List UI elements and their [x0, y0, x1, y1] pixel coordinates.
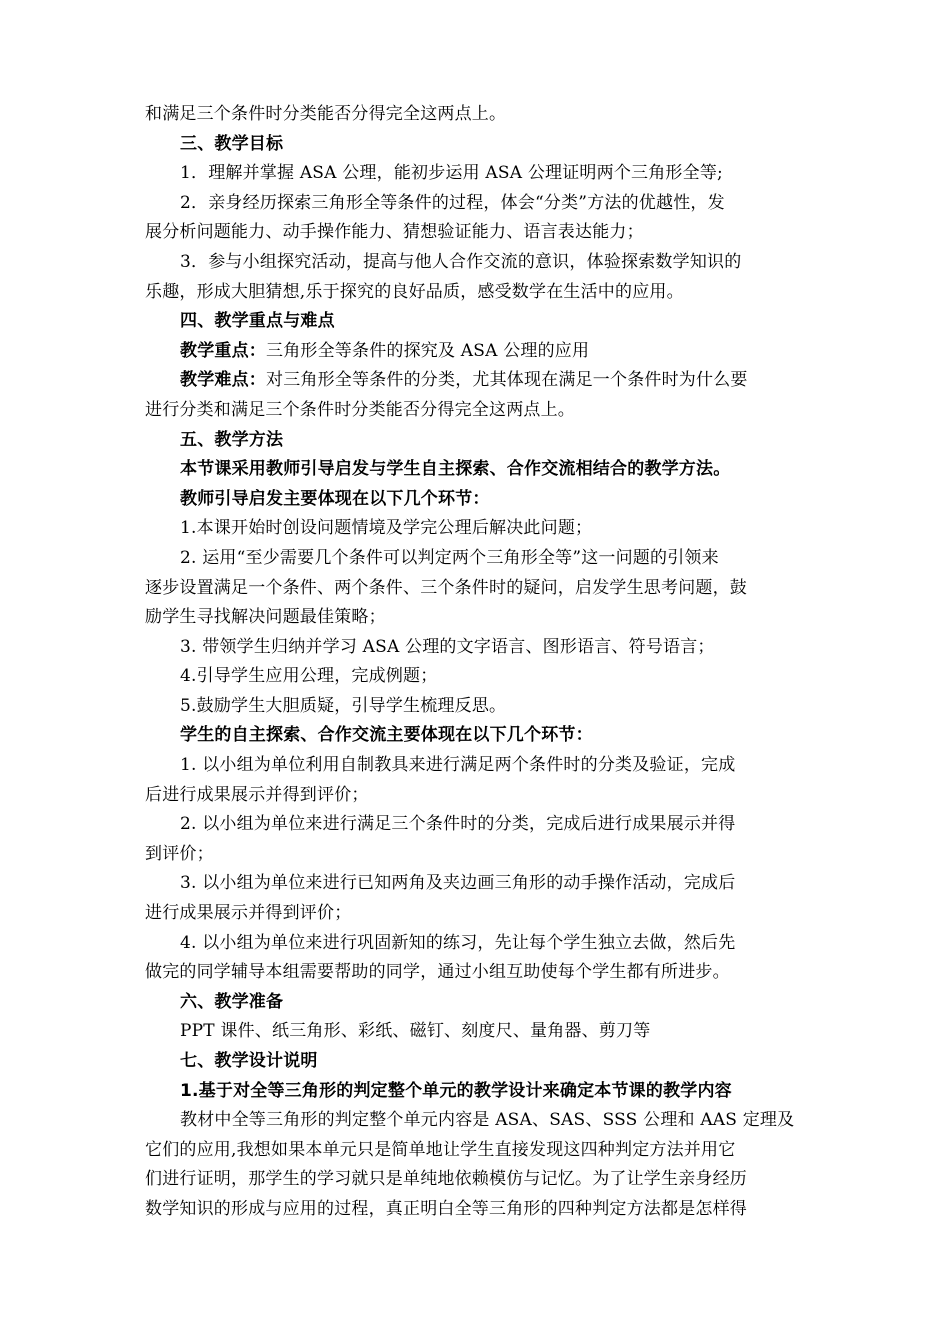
section-heading: 四、教学重点与难点 — [180, 311, 335, 332]
paragraph-line: 3. 带领学生归纳并学习 ASA 公理的文字语言、图形语言、符号语言； — [180, 636, 715, 657]
paragraph-line: 励学生寻找解决问题最佳策略； — [145, 607, 386, 628]
bold-paragraph-line: 本节课采用教师引导启发与学生自主探索、合作交流相结合的教学方法。 — [180, 459, 731, 480]
paragraph-line: 进行成果展示并得到评价； — [145, 903, 352, 924]
paragraph-line: 乐趣，形成大胆猜想,乐于探究的良好品质，感受数学在生活中的应用。 — [145, 281, 684, 302]
bold-paragraph-line: 学生的自主探索、合作交流主要体现在以下几个环节： — [180, 725, 593, 746]
inline-text: 对三角形全等条件的分类，尤其体现在满足一个条件时为什么要 — [266, 370, 748, 391]
document-page — [145, 100, 810, 1225]
paragraph-line: 展分析问题能力、动手操作能力、猜想验证能力、语言表达能力； — [145, 222, 644, 243]
bold-paragraph-line: 教师引导启发主要体现在以下几个环节： — [180, 488, 490, 509]
inline-label: 教学难点： — [180, 370, 266, 391]
paragraph-line: 4.引导学生应用公理，完成例题； — [180, 666, 438, 687]
paragraph-line: 后进行成果展示并得到评价； — [145, 784, 369, 805]
paragraph-line: 数学知识的形成与应用的过程，真正明白全等三角形的四种判定方法都是怎样得 — [145, 1198, 747, 1219]
paragraph-line: 4. 以小组为单位来进行巩固新知的练习，先让每个学生独立去做，然后先 — [180, 932, 736, 953]
paragraph-line: 做完的同学辅导本组需要帮助的同学，通过小组互助使每个学生都有所进步。 — [145, 962, 730, 983]
paragraph-line: PPT 课件、纸三角形、彩纸、磁钉、刻度尺、量角器、剪刀等 — [180, 1021, 651, 1042]
paragraph-line: 2. 运用“至少需要几个条件可以判定两个三角形全等”这一问题的引领来 — [180, 547, 719, 568]
section-heading: 三、教学目标 — [180, 133, 284, 154]
paragraph-line: 到评价； — [145, 843, 214, 864]
paragraph-line: 1.本课开始时创设问题情境及学完公理后解决此问题； — [180, 518, 593, 539]
paragraph-line: 2. 以小组为单位来进行满足三个条件时的分类，完成后进行成果展示并得 — [180, 814, 736, 835]
section-heading: 七、教学设计说明 — [180, 1051, 318, 1071]
paragraph-line: 3．参与小组探究活动，提高与他人合作交流的意识，体验探索数学知识的 — [180, 251, 742, 272]
paragraph-line: 进行分类和满足三个条件时分类能否分得完全这两点上。 — [145, 399, 575, 420]
paragraph-line: 和满足三个条件时分类能否分得完全这两点上。 — [145, 104, 507, 124]
inline-label: 教学重点： — [180, 340, 266, 361]
paragraph-line: 5.鼓励学生大胆质疑，引导学生梳理反思。 — [180, 695, 507, 716]
section-heading: 六、教学准备 — [180, 991, 284, 1012]
bold-paragraph-line: 1.基于对全等三角形的判定整个单元的教学设计来确定本节课的教学内容 — [180, 1080, 732, 1101]
paragraph-line: 1. 以小组为单位利用自制教具来进行满足两个条件时的分类及验证，完成 — [180, 755, 736, 776]
labeled-paragraph-line — [145, 366, 810, 396]
paragraph-line: 教材中全等三角形的判定整个单元内容是 ASA、SAS、SSS 公理和 AAS 定理及 — [180, 1110, 795, 1131]
labeled-paragraph-line — [145, 337, 810, 367]
section-heading: 五、教学方法 — [180, 429, 284, 450]
paragraph-line: 它们的应用,我想如果本单元只是简单地让学生直接发现这四种判定方法并用它 — [145, 1139, 736, 1160]
paragraph-line: 逐步设置满足一个条件、两个条件、三个条件时的疑问，启发学生思考问题，鼓 — [145, 577, 747, 598]
inline-text: 三角形全等条件的探究及 ASA 公理的应用 — [266, 340, 590, 361]
paragraph-line: 2．亲身经历探索三角形全等条件的过程，体会“分类”方法的优越性，发 — [180, 192, 725, 213]
paragraph-line: 1．理解并掌握 ASA 公理，能初步运用 ASA 公理证明两个三角形全等; — [180, 163, 723, 184]
paragraph-line: 们进行证明，那学生的学习就只是单纯地依赖模仿与记忆。为了让学生亲身经历 — [145, 1169, 747, 1190]
paragraph-line: 3. 以小组为单位来进行已知两角及夹边画三角形的动手操作活动，完成后 — [180, 873, 736, 894]
